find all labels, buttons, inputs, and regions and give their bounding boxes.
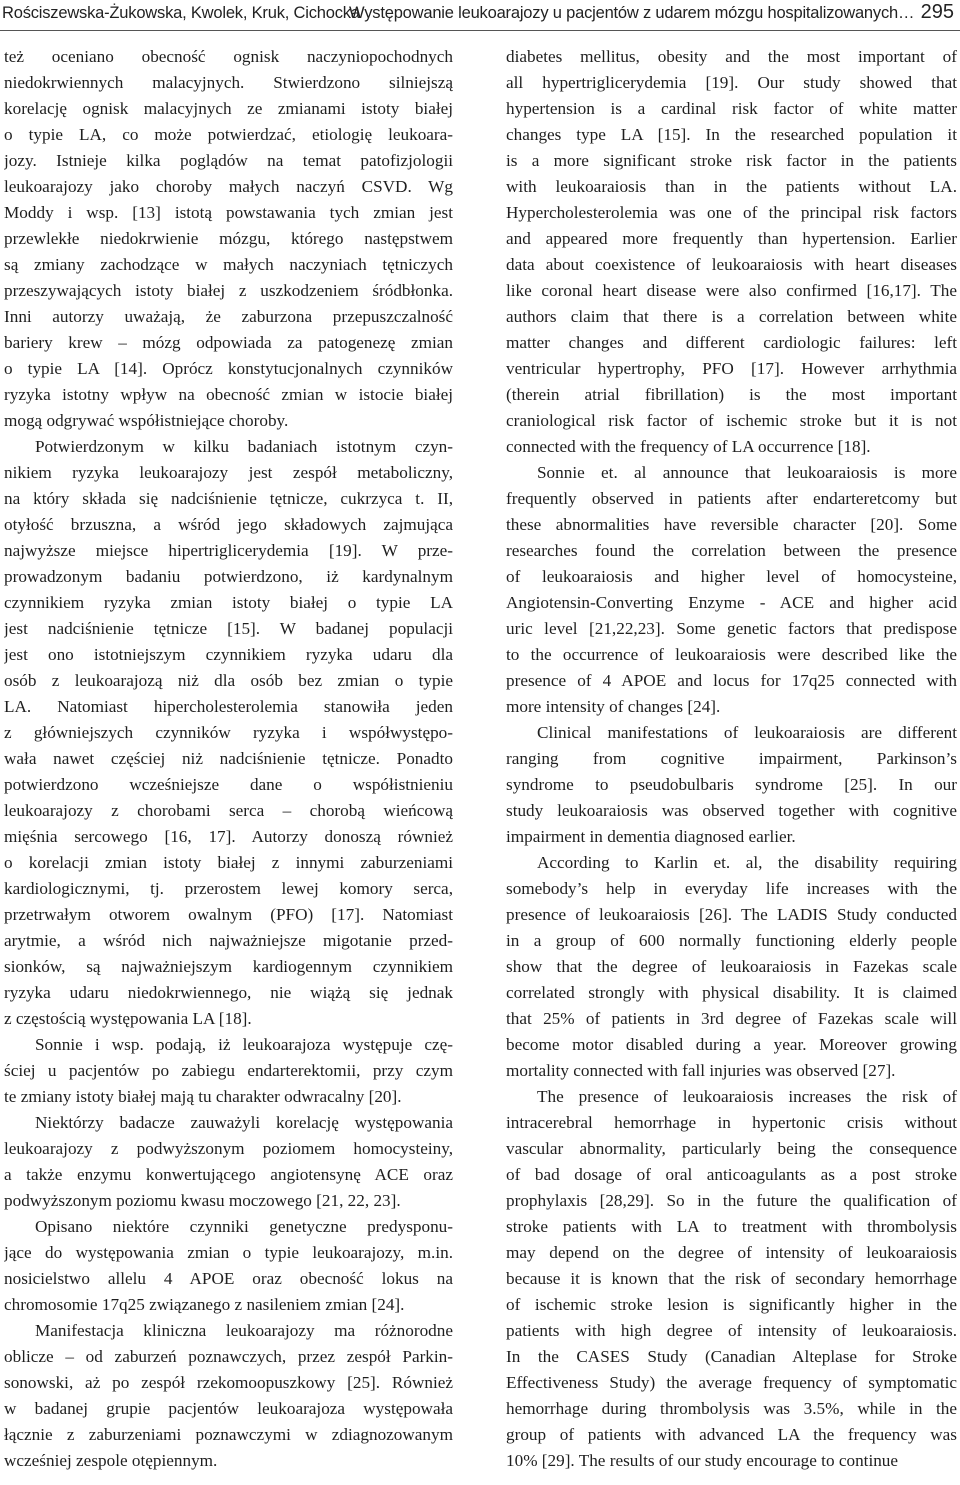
- right-column-text-line: authors claim that there is a correlation between white: [506, 307, 957, 326]
- right-column-text-line: frequently observed in patients after endarteretcomy but: [506, 489, 957, 508]
- header-authors: Rościszewska-Żukowska, Kwolek, Kruk, Cichocka: [2, 4, 360, 22]
- left-column-text-line: arytmie, a wśród nich najważniejsze migotanie przed-: [4, 931, 453, 950]
- right-column-text-line: Hypercholesterolemia was one of the principal risk factors: [506, 203, 957, 222]
- left-column-text-line: o typie LA, co może potwierdzać, etiologię leukoara-: [4, 125, 453, 144]
- left-column-text-line: chromosomie 17q25 związanego z nasileniem zmian [24].: [4, 1295, 405, 1314]
- page-number: 295: [920, 1, 954, 23]
- right-column-text-line: may depend on the degree of intensity of leukoaraiosis: [506, 1243, 957, 1262]
- right-column-text-line: these abnormalities have reversible character [20]. Some: [506, 515, 957, 534]
- left-column-text-line: Niektórzy badacze zauważyli korelację występowania: [35, 1113, 453, 1132]
- left-column-text-line: przetrwałym otworem owalnym (PFO) [17]. Natomiast: [4, 905, 453, 924]
- header-rule: [0, 30, 960, 31]
- left-column-text-line: jest ono istotniejszym czynnikiem ryzyka udaru dla: [4, 645, 453, 664]
- left-column-text-line: jące do występowania zmian o typie leukoarajozy, m.in.: [4, 1243, 453, 1262]
- right-column-text-line: prophylaxis [28,29]. So in the future the qualification of: [506, 1191, 957, 1210]
- right-column-text-line: ventricular hypertrophy, PFO [17]. However arrhythmia: [506, 359, 957, 378]
- right-column-text-line: connected with the frequency of LA occurrence [18].: [506, 437, 871, 456]
- left-column-text-line: oblicze – od zaburzeń poznawczych, przez zespół Parkin-: [4, 1347, 453, 1366]
- right-column-text-line: like coronal heart disease were also confirmed [16,17]. The: [506, 281, 957, 300]
- left-column-text-line: o korelacji zmian istoty białej z innymi zaburzeniami: [4, 853, 453, 872]
- left-column-text-line: ryzyka istotny wpływ na obecność zmian w istocie białej: [4, 385, 453, 404]
- right-column-text-line: craniological risk factor of ischemic stroke but it is not: [506, 411, 957, 430]
- right-column-text-line: show that the degree of leukoaraiosis in Fazekas scale: [506, 957, 957, 976]
- right-column-text-line: intracerebral hemorrhage in hypertonic crisis without: [506, 1113, 957, 1132]
- left-column-text-line: jest nadciśnienie tętnicze [15]. W badanej populacji: [4, 619, 453, 638]
- right-column-text-line: matter changes and different cardiologic failures: left: [506, 333, 957, 352]
- left-column-text-line: wała nawet częściej niż nadciśnienie tętnicze. Ponadto: [4, 749, 453, 768]
- right-column-text-line: mortality connected with fall injuries was observed [27].: [506, 1061, 896, 1080]
- left-column-text-line: osób z leukoarajozą niż dla osób bez zmian o typie: [4, 671, 453, 690]
- left-column-text-line: ryzyka udaru niedokrwiennego, nie wiążą się jednak: [4, 983, 453, 1002]
- right-column-text-line: with leukoaraiosis than in the patients without LA.: [506, 177, 957, 196]
- right-column-text-line: correlated strongly with physical disability. It is claimed: [506, 983, 957, 1002]
- right-column-text-line: group of patients with advanced LA the frequency was: [506, 1425, 957, 1444]
- right-column-text-line: Effectiveness Study) the average frequency of symptomatic: [506, 1373, 957, 1392]
- left-column-text-line: leukoarajozy z podwyższonym poziomem homocysteiny,: [4, 1139, 453, 1158]
- header-running-title: Występowanie leukoarajozy u pacjentów z udarem mózgu hospitalizowanych…: [349, 4, 915, 22]
- left-column-text-line: jozy. Istnieje kilka poglądów na temat patofizjologii: [4, 151, 453, 170]
- left-column-text-line: nikiem ryzyka leukoarajozy jest zespół metaboliczny,: [4, 463, 453, 482]
- left-column-text-line: a także enzymu konwertującego angiotensynę ACE oraz: [4, 1165, 453, 1184]
- right-column-text-line: syndrome to pseudobulbaris syndrome [25]. In our: [506, 775, 957, 794]
- left-column-text-line: potwierdzono wcześniejsze dane o współistnieniu: [4, 775, 453, 794]
- left-column-text-line: otyłość brzuszna, a wśród jego składowych zajmująca: [4, 515, 453, 534]
- left-column-text-line: te zmiany istoty białej mają tu charakter odwracalny [20].: [4, 1087, 402, 1106]
- right-column-text-line: is a more significant stroke risk factor in the patients: [506, 151, 957, 170]
- left-column-text-line: z częstością występowania LA [18].: [4, 1009, 252, 1028]
- right-column-text-line: changes type LA [15]. In the researched population it: [506, 125, 957, 144]
- left-column-text-line: Manifestacja kliniczna leukoarajozy ma różnorodne: [35, 1321, 453, 1340]
- right-column-text-line: vascular abnormality, particularly being the consequence: [506, 1139, 957, 1158]
- right-column-text-line: uric level [21,22,23]. Some genetic factors that predispose: [506, 619, 957, 638]
- right-column-text-line: of bad dosage of oral anticoagulants as a post stroke: [506, 1165, 957, 1184]
- right-column-text-line: impairment in dementia diagnosed earlier.: [506, 827, 796, 846]
- left-column-text-line: z główniejszych czynników ryzyka i współwystępo-: [4, 723, 453, 742]
- left-column-text-line: są zmiany zachodzące w małych naczyniach tętniczych: [4, 255, 453, 274]
- right-column-text-line: stroke patients with LA to treatment with thrombolysis: [506, 1217, 957, 1236]
- right-column-text-line: that 25% of patients in 3rd degree of Fazekas scale will: [506, 1009, 957, 1028]
- left-column-text-line: ściej u pacjentów po zabiegu endarterektomii, przy czym: [4, 1061, 453, 1080]
- left-column-text-line: LA. Natomiast hipercholesterolemia stanowiła jeden: [4, 697, 453, 716]
- right-column-text-line: Clinical manifestations of leukoaraiosis are different: [537, 723, 957, 742]
- left-column-text-line: leukoarajozy jako choroby małych naczyń CSVD. Wg: [4, 177, 453, 196]
- left-column-text-line: podwyższonym poziomu kwasu moczowego [21, 22, 23].: [4, 1191, 401, 1210]
- running-header: [0, 0, 960, 30]
- right-column-text-line: ranging from cognitive impairment, Parkinson’s: [506, 749, 957, 768]
- right-column-text-line: The presence of leukoaraiosis increases the risk of: [537, 1087, 957, 1106]
- left-column-text-line: Potwierdzonym w kilku badaniach istotnym czyn-: [35, 437, 453, 456]
- left-column-text-line: Opisano niektóre czynniki genetyczne predysponu-: [35, 1217, 453, 1236]
- left-column-text-line: bariery krew – mózg odpowiada za patogenezę zmian: [4, 333, 453, 352]
- right-column-text-line: of leukoaraiosis and higher level of homocysteine,: [506, 567, 957, 586]
- left-column-text-line: najwyższe miejsce hipertriglicerydemia [19]. W prze-: [4, 541, 453, 560]
- right-column-text-line: In the CASES Study (Canadian Alteplase for Stroke: [506, 1347, 957, 1366]
- right-column-text-line: data about coexistence of leukoaraiosis with heart diseases: [506, 255, 957, 274]
- right-column-text-line: somebody’s help in everyday life increases with the: [506, 879, 957, 898]
- right-column-text-line: diabetes mellitus, obesity and the most important of: [506, 47, 957, 66]
- right-column-text-line: study leukoaraiosis was observed together with cognitive: [506, 801, 957, 820]
- left-column-text-line: w badanej grupie pacjentów leukoarajoza występowała: [4, 1399, 453, 1418]
- right-column-text-line: Sonnie et. al announce that leukoaraiosis is more: [537, 463, 957, 482]
- left-column-text-line: łącznie z zaburzeniami poznawczymi w zdiagnozowanym: [4, 1425, 453, 1444]
- left-column-text-line: niedokrwiennych malacyjnych. Stwierdzono silniejszą: [4, 73, 453, 92]
- right-column-text-line: Angiotensin-Converting Enzyme - ACE and higher acid: [506, 593, 957, 612]
- left-column-text-line: kardiologicznymi, tj. przerostem lewej komory serca,: [4, 879, 453, 898]
- right-column-text-line: researches found the correlation between the presence: [506, 541, 957, 560]
- right-column-text-line: more intensity of changes [24].: [506, 697, 721, 716]
- right-column-text-line: 10% [29]. The results of our study encourage to continue: [506, 1451, 899, 1470]
- left-column-text-line: leukoarajozy z chorobami serca – chorobą wieńcową: [4, 801, 453, 820]
- left-column-polish-text: [4, 44, 453, 1474]
- left-column-text-line: czynnikiem ryzyka zmian istoty białej o typie LA: [4, 593, 453, 612]
- right-column-english-text: [506, 44, 957, 1474]
- left-column-text-line: mięśnia sercowego [16, 17]. Autorzy donoszą również: [4, 827, 453, 846]
- right-column-text-line: patients with high degree of intensity of leukoaraiosis.: [506, 1321, 957, 1340]
- right-column-text-line: According to Karlin et. al, the disability requiring: [537, 853, 957, 872]
- left-column-text-line: Moddy i wsp. [13] istotą powstawania tych zmian jest: [4, 203, 453, 222]
- right-column-text-line: to the occurrence of leukoaraiosis were described like the: [506, 645, 957, 664]
- right-column-text-line: all hypertriglicerydemia [19]. Our study showed that: [506, 73, 957, 92]
- left-column-text-line: Inni autorzy uważają, że zaburzona przepuszczalność: [4, 307, 453, 326]
- right-column-text-line: presence of 4 APOE and locus for 17q25 connected with: [506, 671, 957, 690]
- left-column-text-line: Sonnie i wsp. podają, iż leukoarajoza występuje czę-: [35, 1035, 453, 1054]
- right-column-text-line: hemorrhage during thrombolysis was 3.5%, while in the: [506, 1399, 957, 1418]
- right-column-text-line: hypertension is a cardinal risk factor of white matter: [506, 99, 957, 118]
- right-column-text-line: (therein atrial fibrillation) is the most important: [506, 385, 957, 404]
- right-column-text-line: become motor disabled during a year. Moreover growing: [506, 1035, 957, 1054]
- left-column-text-line: korelację ognisk malacyjnych ze zmianami istoty białej: [4, 99, 453, 118]
- right-column-text-line: because it is known that the risk of secondary hemorrhage: [506, 1269, 957, 1288]
- right-column-text-line: of ischemic stroke lesion is significantly higher in the: [506, 1295, 957, 1314]
- left-column-text-line: o typie LA [14]. Oprócz konstytucjonalnych czynników: [4, 359, 453, 378]
- left-column-text-line: mogą odgrywać współistniejące choroby.: [4, 411, 289, 430]
- left-column-text-line: też oceniano obecność ognisk naczyniopochodnych: [4, 47, 453, 66]
- left-column-text-line: przewlekłe niedokrwienie mózgu, którego następstwem: [4, 229, 453, 248]
- left-column-text-line: wcześniej zespole otępiennym.: [4, 1451, 218, 1470]
- left-column-text-line: sionków, są najważniejszym kardiogennym czynnikiem: [4, 957, 453, 976]
- left-column-text-line: nosicielstwo allelu 4 APOE oraz obecność lokus na: [4, 1269, 453, 1288]
- right-column-text-line: and appeared more frequently than hypertension. Earlier: [506, 229, 957, 248]
- left-column-text-line: przeszywających istoty białej z uszkodzeniem śródbłonka.: [4, 281, 453, 300]
- left-column-text-line: prowadzonym badaniu potwierdzono, iż kardynalnym: [4, 567, 453, 586]
- right-column-text-line: in a group of 600 normally functioning elderly people: [506, 931, 957, 950]
- right-column-text-line: presence of leukoaraiosis [26]. The LADIS Study conducted: [506, 905, 957, 924]
- left-column-text-line: sonowski, aż po zespół rzekomoopuszkowy [25]. Również: [4, 1373, 453, 1392]
- left-column-text-line: na który składa się nadciśnienie tętnicze, cukrzyca t. II,: [4, 489, 453, 508]
